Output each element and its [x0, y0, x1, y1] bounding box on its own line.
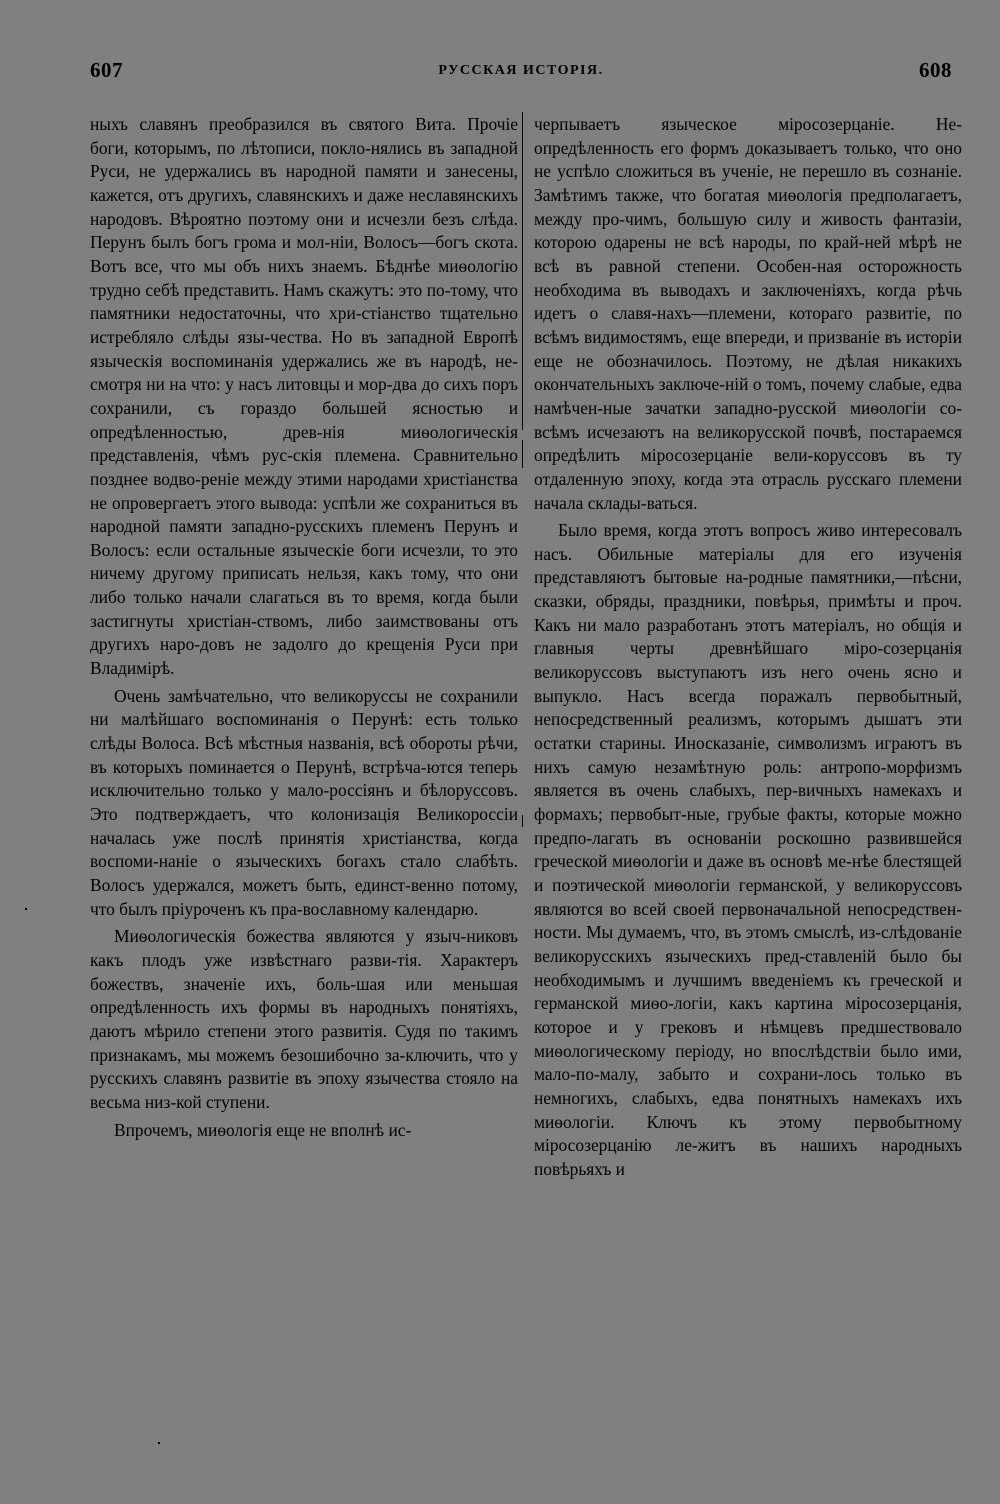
scan-speck	[158, 1442, 160, 1444]
column-divider	[522, 112, 523, 430]
left-column	[90, 113, 518, 1142]
paragraph: Миѳологическія божества являются у языч-никовъ какъ плодъ уже извѣстнаго разви-тія. Характеръ божествъ, значеніе ихъ, боль-шая или меньшая опредѣленность ихъ формы въ народныхъ понятіяхъ, даютъ мѣрило степени этого развитія. Судя по такимъ признакамъ, мы можемъ безошибочно за-ключить, что у русскихъ славянъ развитіе въ эпоху язычества стояло на весьма низ-кой ступени.	[90, 926, 518, 1112]
column-divider	[522, 440, 523, 468]
scan-speck	[25, 908, 27, 910]
paragraph: ныхъ славянъ преобразился въ святого Вита. Прочіе боги, которымъ, по лѣтописи, покло-нялись въ западной Руси, не удержались въ народной памяти и занесены, кажется, отъ другихъ, славянскихъ и даже неславянскихъ народовъ. Вѣроятно поэтому они и исчезли безъ слѣда. Перунъ былъ богъ грома и мол-ніи, Волосъ—богъ скота. Вотъ все, что мы объ нихъ знаемъ. Бѣднѣе миѳологію трудно себѣ представить. Намъ скажутъ: это по-тому, что памятники недостаточны, что хри-стіанство тщательно истребляло слѣды язы-чества. Но въ западной Европѣ языческія воспоминанія удержались же въ народѣ, не-смотря ни на что: у насъ литовцы и мор-два до сихъ поръ сохранили, съ гораздо большей ясностью и опредѣленностью, древ-нія миѳологическія представленія, чѣмъ рус-скія племена. Сравнительно позднее водво-реніе между этими народами христіанства не опровергаетъ этого вывода: успѣли же сохраниться въ народной памяти западно-русскихъ племенъ Перунъ и Волосъ: если остальные языческіе боги исчезли, то это ничему другому приписать нельзя, какъ тому, что они либо только начали слагаться въ то время, когда были застигнуты христіан-ствомъ, либо заимствованы отъ другихъ наро-довъ не задолго до крещенія Руси при Владимірѣ.	[90, 114, 518, 679]
paragraph: Было время, когда этотъ вопросъ живо интересовалъ насъ. Обильные матеріалы для его изученія представляютъ бытовые на-родные памятники,—пѣсни, сказки, обряды, праздники, повѣрья, примѣты и проч. Какъ ни мало разработанъ этотъ матеріалъ, но общія и главныя черты древнѣйшаго міро-созерцанія великоруссовъ выступаютъ изъ него очень ясно и выпукло. Насъ всегда поражалъ первобытный, непосредственный реализмъ, которымъ дышатъ эти остатки старины. Иносказаніе, символизмъ играютъ въ нихъ самую незамѣтную роль: антропо-морфизмъ является въ очень слабыхъ, пер-вичныхъ намекахъ и формахъ; первобыт-ные, грубые факты, которые можно предпо-лагать въ основаніи роскошно развившейся греческой миѳологіи и даже въ основѣ ме-нѣе блестящей и поэтической миѳологіи германской, у великоруссовъ являются во всей своей первоначальной непосредствен-ности. Мы думаемъ, что, въ этомъ смыслѣ, из-слѣдованіе великорусскихъ языческихъ пред-ставленій было бы необходимымъ и лучшимъ введеніемъ къ греческой и германской миѳо-логіи, какъ картина міросозерцанія, которое и у грековъ и нѣмцевъ предшествовало миѳологическому періоду, но впослѣдствіи было ими, мало-по-малу, забыто и сохрани-лось только въ немногихъ, слабыхъ, едва понятныхъ намекахъ ихъ миѳологіи. Ключъ къ этому первобытному міросозерцанію ле-житъ въ нашихъ народныхъ повѣрьяхъ и	[534, 520, 962, 1179]
paragraph: черпываетъ языческое міросозерцаніе. Не-опредѣленность его формъ доказываетъ только, что оно не успѣло сложиться въ ученіе, не перешло въ сознаніе. Замѣтимъ также, что богатая миѳологія предполагаетъ, между про-чимъ, большую силу и живость фантазіи, которою одарены не всѣ народы, по край-ней мѣрѣ не всѣ въ равной степени. Особен-ная осторожность необходима въ выводахъ и заключеніяхъ, когда рѣчь идетъ о славя-нахъ—племени, котораго развитіе, по всѣмъ видимостямъ, еще впереди, и призваніе въ исторіи еще не обозначилось. Поэтому, не дѣлая никакихъ окончательныхъ заключе-ній о томъ, почему слабые, едва намѣчен-ные зачатки западно-русской миѳологіи со-всѣмъ исчезаютъ на великорусской почвѣ, постараемся опредѣлить міросозерцаніе вели-коруссовъ въ ту отдаленную эпоху, когда эта отрасль русскаго племени начала склады-ваться.	[534, 114, 962, 513]
running-title: РУССКАЯ ИСТОРІЯ.	[438, 63, 604, 78]
column-divider-mark	[522, 815, 523, 827]
page-number-right: 608	[919, 58, 952, 82]
page-number-left: 607	[90, 58, 123, 82]
paragraph: Впрочемъ, миѳологія еще не вполнѣ ис-	[114, 1119, 412, 1140]
paragraph: Очень замѣчательно, что великоруссы не сохранили ни малѣйшаго воспоминанія о Перунѣ: есть только слѣды Волоса. Всѣ мѣстныя названія, всѣ обороты рѣчи, въ которыхъ поминается о Перунѣ, встрѣча-ются теперь исключительно только у мало-россіянъ и бѣлоруссовъ. Это подтверждаетъ, что колонизація Великороссіи началась уже послѣ принятія христіанства, когда воспоми-наніе о языческихъ богахъ стало слабѣть. Волосъ удержался, можетъ быть, единст-венно потому, что былъ пріуроченъ къ пра-вославному календарю.	[90, 685, 518, 919]
running-header	[90, 58, 952, 90]
right-column	[534, 113, 962, 1182]
